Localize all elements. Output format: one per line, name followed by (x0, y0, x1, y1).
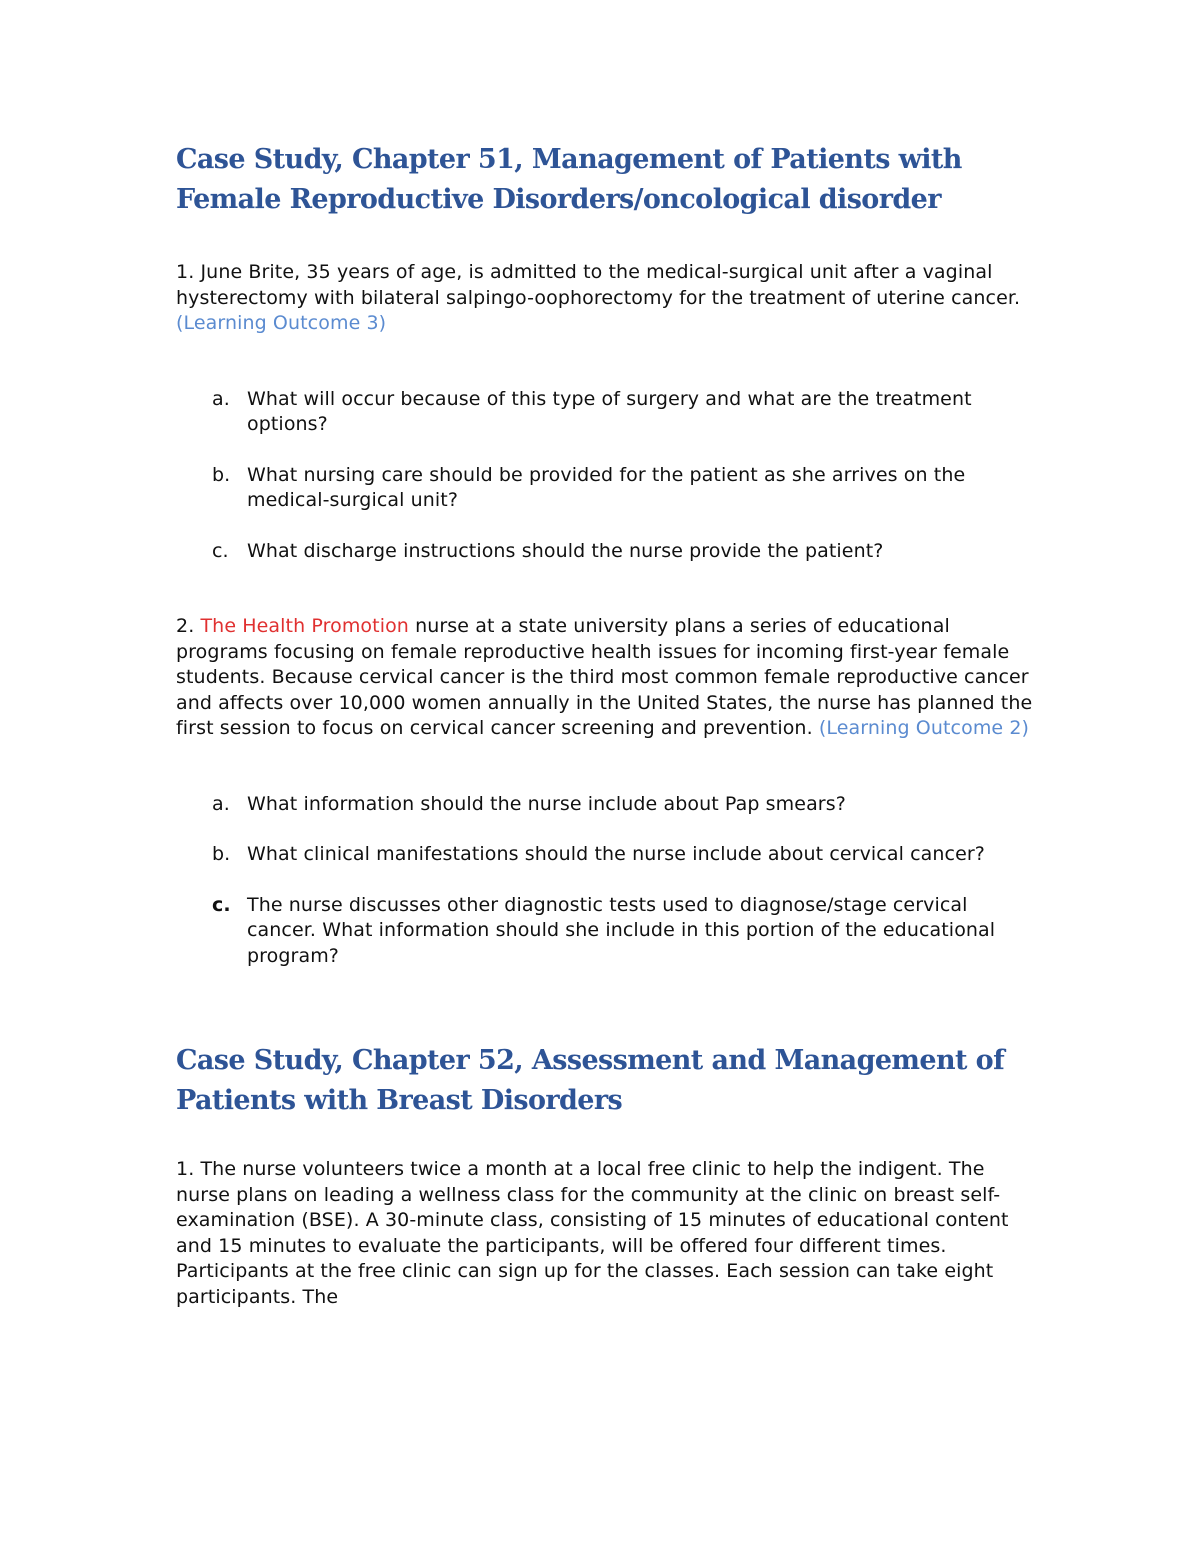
question-text: What clinical manifestations should the nurse include about cervical cancer? (247, 843, 985, 865)
question-text: What will occur because of this type of surgery and what are the treatment options? (247, 387, 972, 435)
question-marker: b. (212, 843, 231, 865)
case-2-questions (176, 792, 1036, 970)
case-1-paragraph (176, 260, 1036, 337)
case-2-number: 2. (176, 615, 201, 637)
case-2-paragraph (176, 614, 1036, 742)
question-item (176, 463, 1036, 514)
learning-outcome-3: (Learning Outcome 3) (176, 312, 387, 334)
question-item (176, 893, 1036, 970)
question-text: What nursing care should be provided for the patient as she arrives on the medical-surgical unit? (247, 463, 966, 511)
case-2-text: nurse at a state university plans a series of educational programs focusing on female reproductive health issues for incoming first-year female students. Because cervical cancer is the third most common female reproductive cancer and affects over 10,000 women annually in the United States, the nurse has planned the first session to focus on cervical cancer screening and prevention. (176, 615, 1033, 739)
question-item (176, 842, 1036, 868)
question-marker: b. (212, 463, 231, 486)
question-item (176, 792, 1036, 818)
question-marker: a. (212, 387, 230, 410)
question-text: What information should the nurse include about Pap smears? (247, 792, 846, 815)
health-promotion-highlight: The Health Promotion (200, 615, 409, 637)
question-marker: c. (212, 539, 229, 562)
chapter-52-heading: Case Study, Chapter 52, Assessment and Management of Patients with Breast Disorders (176, 1045, 1005, 1116)
chapter-51-heading: Case Study, Chapter 51, Management of Patients with Female Reproductive Disorders/oncological disorder (176, 144, 962, 215)
learning-outcome-2: (Learning Outcome 2) (818, 717, 1030, 739)
case-1-text: 1. June Brite, 35 years of age, is admitted to the medical-surgical unit after a vaginal hysterectomy with bilateral salpingo-oophorectomy for the treatment of uterine cancer. (176, 261, 1021, 309)
case-1-questions (176, 387, 1036, 565)
document-page (176, 140, 1036, 1310)
question-item (176, 387, 1036, 438)
question-text: The nurse discusses other diagnostic tests used to diagnose/stage cervical cancer. What information should she include in this portion of the educational program? (247, 893, 996, 967)
question-marker: c. (212, 893, 231, 916)
question-item (176, 539, 1036, 565)
question-marker: a. (212, 792, 230, 815)
question-text: What discharge instructions should the nurse provide the patient? (247, 539, 884, 562)
chapter-52-case-1-paragraph: 1. The nurse volunteers twice a month at a local free clinic to help the indigent. The nurse plans on leading a wellness class for the community at the clinic on breast self-examination (BSE). A 30-minute class, consisting of 15 minutes of educational content and 15 minutes to evaluate the participants, will be offered four different times. Participants at the free clinic can sign up for the classes. Each session can take eight participants. The (176, 1158, 1009, 1308)
